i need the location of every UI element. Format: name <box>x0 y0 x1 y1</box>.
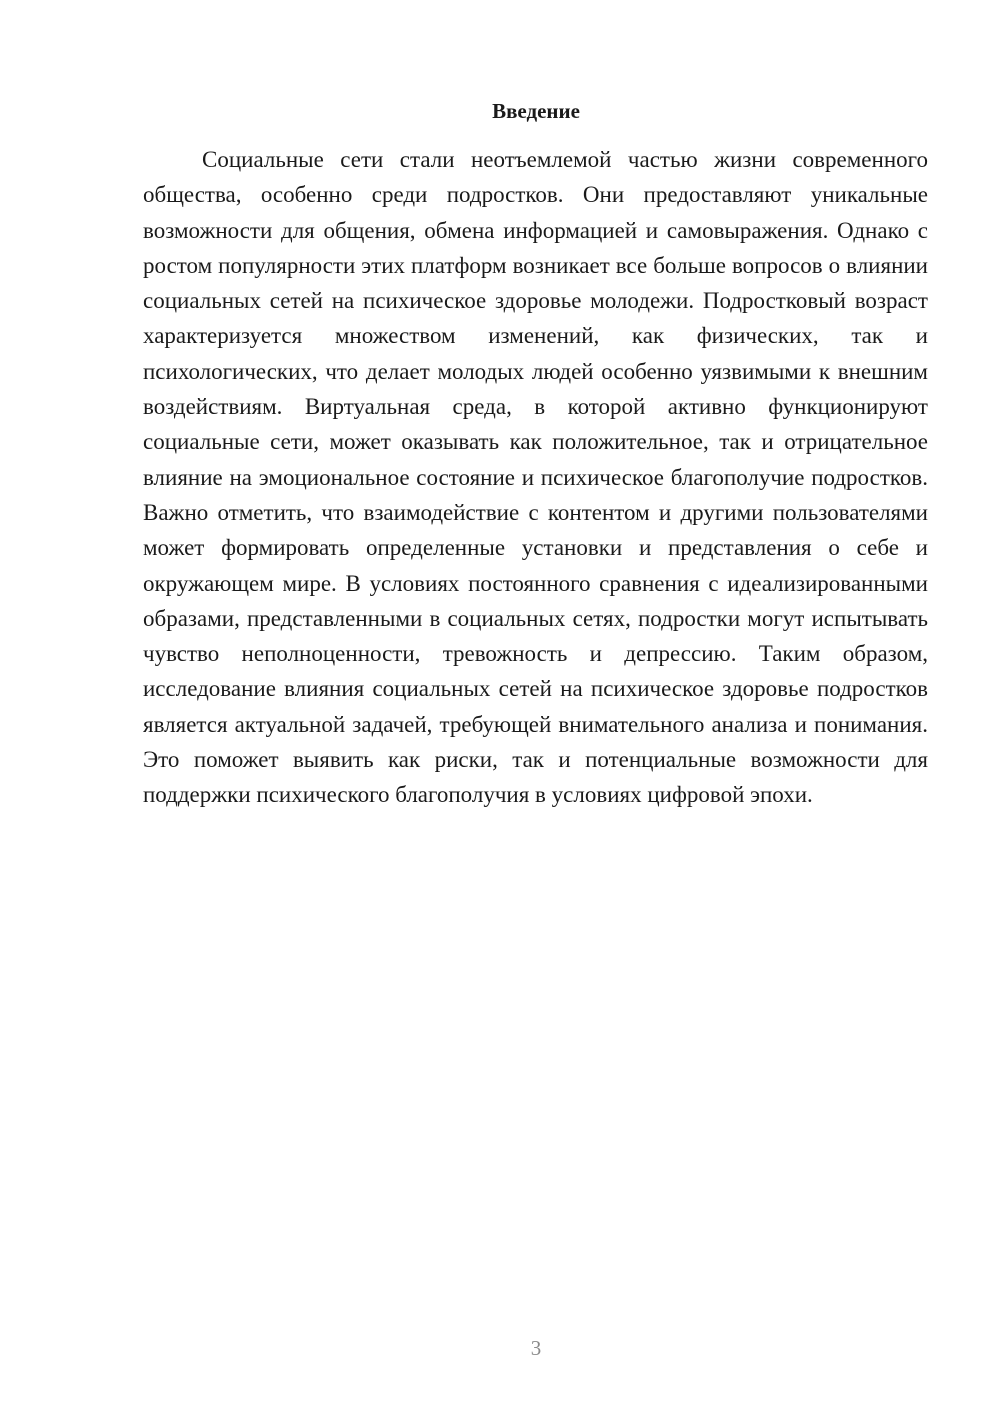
section-title: Введение <box>492 99 580 123</box>
page-number: 3 <box>530 1336 542 1360</box>
body-paragraph: Социальные сети стали неотъемлемой частью жизни современного общества, особенно среди подростков. Они предоставляют уникальные возможности для общения, обмена информацией и самовыражения. Однако с ростом популярности этих платформ возникает все больше вопросов о влиянии социальных сетей на психическое здоровье молодежи. Подростковый возраст характеризуется множеством изменений, как физических, так и психологических, что делает молодых людей особенно уязвимыми к внешним воздействиям. Виртуальная среда, в которой активно функционируют социальные сети, может оказывать как положительное, так и отрицательное влияние на эмоциональное состояние и психическое благополучие подростков. Важно отметить, что взаимодействие с контентом и другими пользователями может формировать определенные установки и представления о себе и окружающем мире. В условиях постоянного сравнения с идеализированными образами, представленными в социальных сетях, подростки могут испытывать чувство неполноценности, тревожность и депрессию. Таким образом, исследование влияния социальных сетей на психическое здоровье подростков является актуальной задачей, требующей внимательного анализа и понимания. Это поможет выявить как риски, так и потенциальные возможности для поддержки психического благополучия в условиях цифровой эпохи. <box>143 147 928 808</box>
